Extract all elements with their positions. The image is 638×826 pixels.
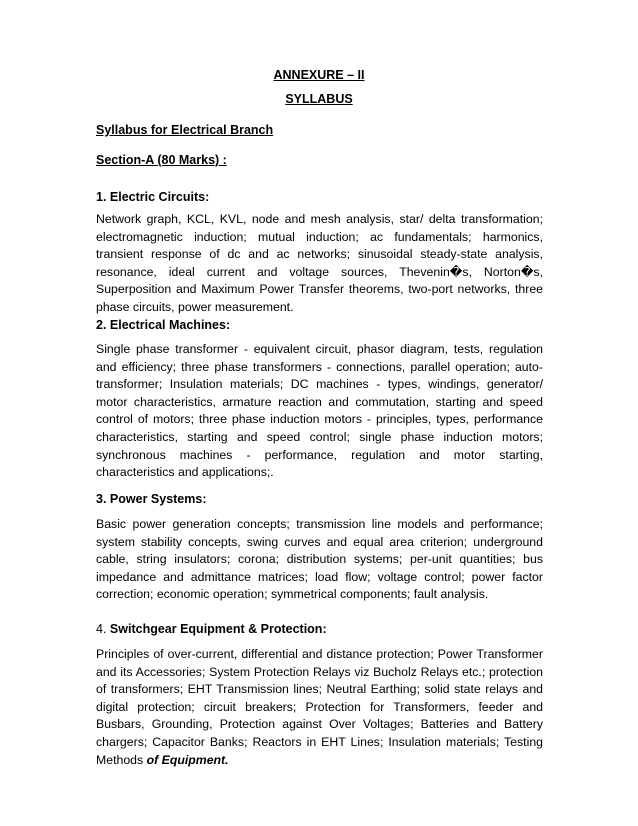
section-2-title: Electrical Machines: bbox=[109, 318, 231, 332]
syllabus-title: SYLLABUS bbox=[285, 92, 353, 106]
section-1-title: Electric Circuits: bbox=[109, 190, 210, 204]
section-4-body bbox=[96, 646, 543, 769]
section-4-body-emphasis: of Equipment. bbox=[146, 752, 229, 767]
section-3-number: 3. bbox=[96, 492, 107, 506]
section-1-body: Network graph, KCL, KVL, node and mesh analysis, star/ delta transformation; electromagnetic induction; mutual induction; ac fundamentals; harmonics, transient response of dc and ac networks; sinusoidal steady-state analysis, resonance, ideal current and voltage sources, Thevenin�s, Norton�s, Superposition and Maximum Power Transfer theorems, two-port networks, three phase circuits, power measurement. bbox=[96, 212, 543, 314]
section-4-number: 4. bbox=[96, 622, 107, 636]
section-3-heading bbox=[96, 492, 207, 507]
section-1-number: 1. bbox=[96, 190, 107, 204]
section-4-title: Switchgear Equipment & Protection: bbox=[109, 622, 327, 636]
annexure-title: ANNEXURE – II bbox=[273, 68, 365, 82]
section-1-heading bbox=[96, 190, 209, 205]
section-4-body-text: Principles of over-current, differential and distance protection; Power Transformer and its Accessories; System Protection Relays viz Bucholz Relays etc.; protection of transformers; EHT Transmission lines; Neutral Earthing; solid state relays and digital protection; circuit breakers; Protection for Transformers, feeder and Busbars, Grounding, Protection against Over Voltages; Batteries and Battery chargers; Capacitor Banks; Reactors in EHT Lines; Insulation materials; Testing Methods bbox=[96, 647, 543, 767]
section-3-title: Power Systems: bbox=[109, 492, 207, 506]
section-3-body: Basic power generation concepts; transmission line models and performance; system stability concepts, swing curves and equal area criterion; underground cable, string insulators; corona; distribution systems; per-unit quantities; bus impedance and admittance matrices; load flow; voltage control; power factor correction; economic operation; symmetrical components; fault analysis. bbox=[96, 517, 543, 602]
section-2-heading bbox=[96, 318, 230, 333]
section-4-heading bbox=[96, 622, 327, 637]
section-2-body: Single phase transformer - equivalent circuit, phasor diagram, tests, regulation and efficiency; three phase transformers - connections, parallel operation; auto-transformer; Insulation materials; DC machines - types, windings, generator/ motor characteristics, armature reaction and commutation, starting and speed control of motors; three phase induction motors - principles, types, performance characteristics, starting and speed control; single phase induction motors; synchronous machines - performance, regulation and motor starting, characteristics and applications;. bbox=[96, 342, 543, 480]
section-a-title: Section-A (80 Marks) : bbox=[96, 153, 227, 167]
branch-title: Syllabus for Electrical Branch bbox=[96, 123, 274, 137]
section-2-number: 2. bbox=[96, 318, 107, 332]
